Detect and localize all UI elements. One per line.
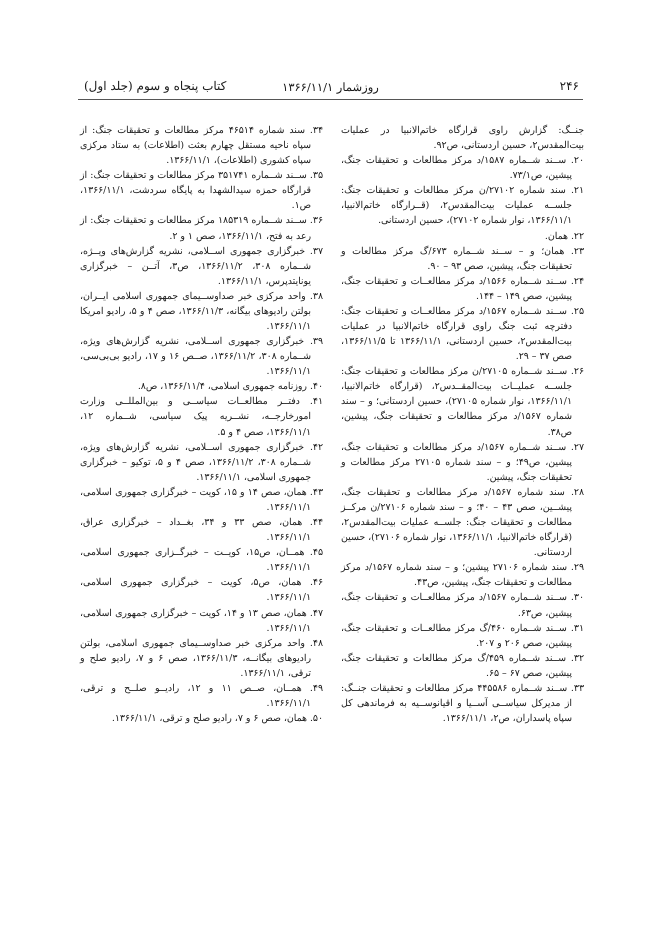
note: ۲۲. همان. — [544, 230, 584, 242]
page-number: ۲۴۶ — [559, 79, 579, 93]
note: ۲۱. سند شماره ۲۷۱۰۲/ن مرکز مطالعات و تحقیقات جنگ: جلســه عملیات بیت‌المقدس۲، (قــرارگاه خاتم‌الانبیا، ۱۳۶۶/۱۱/۱، نوار شماره ۲۷۱۰۲)، حسین اردستانی. — [341, 185, 584, 227]
note: ۲۷. ســند شــماره ۱۵۶۷/د مرکز مطالعات و تحقیقات جنگ، پیشین، ص۴۹؛ و – سند شماره ۲۷۱۰۵ مرکز مطالعات و تحقیقات جنگ، پیشین. — [341, 441, 584, 483]
note: ۲۵. ســند شــماره ۱۵۶۷/د مرکز مطالعــات و تحقیقات جنگ: دفترچه ثبت جنگ راوی قرارگاه خاتم‌الانبیا در عملیات بیت‌المقدس۲، حسین اردستانی، ۱۳۶۶/۱۱/۱ تا ۱۳۶۶/۱۱/۵، صص ۳۷ – ۲۹. — [341, 305, 584, 363]
book-title: کتاب پنجاه و سوم (جلد اول) — [84, 79, 227, 93]
note: ۳۱. ســند شــماره ۴۶۰/گ مرکز مطالعــات و تحقیقات جنگ، پیشین، صص ۲۰۶ و ۲۰۷. — [341, 622, 584, 649]
note: ۴۳. همان، صص ۱۴ و ۱۵، کویت – خبرگزاری جمهوری اسلامی، ۱۳۶۶/۱۱/۱. — [80, 486, 323, 513]
note: ۳۰. ســند شــماره ۱۵۶۷/د مرکز مطالعــات و تحقیقات جنگ، پیشین، ص۶۳. — [341, 592, 584, 619]
note: ۴۱. دفتــر مطالعــات سیاســی و بین‌المللــی وزارت امورخارجــه، نشــریه پیک سیاسی، شــماره ۱۲، ۱۳۶۶/۱۱/۱، صص ۴ و ۵. — [80, 396, 323, 438]
note: ۳۵. ســند شــماره ۳۵۱۷۴۱ مرکز مطالعات و تحقیقات جنگ: از قرارگاه حمزه سیدالشهدا به پایگاه سردشت، ۱۳۶۶/۱۱/۱، ص۱. — [80, 170, 323, 212]
note: ۴۴. همان، صص ۳۳ و ۳۴، بغــداد – خبرگزاری عراق، ۱۳۶۶/۱۱/۱. — [80, 517, 323, 544]
note: ۲۰. ســند شــماره ۱۵۸۷/د مرکز مطالعات و تحقیقات جنگ، پیشین، ص۷۳/۱. — [341, 155, 584, 182]
page-header — [78, 70, 583, 100]
note: ۲۴. ســند شــماره ۱۵۶۶/د مرکز مطالعــات و تحقیقات جنگ، پیشین، صص ۱۴۹ – ۱۴۴. — [341, 275, 584, 302]
header-rule — [78, 99, 583, 100]
note: ۴۲. خبرگزاری جمهوری اســلامی، نشریه گزارش‌های ویژه، شــماره ۳۰۸، ۱۳۶۶/۱۱/۲، صص ۴ و ۵، توکیو – خبرگزاری جمهوری اسلامی، ۱۳۶۶/۱۱/۱. — [80, 441, 323, 483]
note: ۳۲. ســند شــماره ۴۵۹/گ مرکز مطالعات و تحقیقات جنگ، پیشین، صص ۶۷ – ۶۵. — [341, 652, 584, 679]
note: ۳۹. خبرگزاری جمهوری اســلامی، نشریه گزارش‌های ویژه، شــماره ۳۰۸، ۱۳۶۶/۱۱/۲، صــص ۱۶ و ۱۷، رادیو بی‌بی‌سی، ۱۳۶۶/۱۱/۱. — [80, 336, 323, 378]
note: جنــگ: گزارش راوی قرارگاه خاتم‌الانبیا در عملیات بیت‌المقدس۲، حسین اردستانی، ص۹۲. — [341, 125, 584, 152]
notes-column-left — [80, 123, 323, 726]
note: ۳۷. خبرگزاری جمهوری اســلامی، نشریه گزارش‌های ویــژه، شــماره ۳۰۸، ۱۳۶۶/۱۱/۲، ص۳، آتــن – خبرگزاری یونایتدپرس، ۱۳۶۶/۱۱/۱. — [80, 245, 323, 287]
note: ۳۴. سند شماره ۴۶۵۱۴ مرکز مطالعات و تحقیقات جنگ: از سپاه ناحیه مستقل چهارم بعثت (اطلاعات) به ستاد مرکزی سپاه کشوری (اطلاعات)، ۱۳۶۶/۱۱/۱. — [80, 125, 323, 167]
note: ۲۶. ســند شــماره ۲۷۱۰۵/ن مرکز مطالعات و تحقیقات جنگ: جلســه عملیــات بیت‌المقــدس۲، (قرارگاه خاتم‌الانبیا، ۱۳۶۶/۱۱/۱، نوار شماره ۲۷۱۰۵)، حسین اردستانی؛ و – سند شماره ۱۵۶۷/د مرکز مطالعات و تحقیقات جنگ، پیشین، ص۳۸. — [341, 366, 584, 438]
note: ۴۰. روزنامه جمهوری اسلامی، ۱۳۶۶/۱۱/۴، ص۸. — [137, 381, 323, 393]
note: ۴۵. همــان، ص۱۵، کویــت – خبرگــزاری جمهوری اسلامی، ۱۳۶۶/۱۱/۱. — [80, 547, 323, 574]
note: ۲۹. سند شماره ۲۷۱۰۶ پیشین؛ و – سند شماره ۱۵۶۷/د مرکز مطالعات و تحقیقات جنگ، پیشین، ص۴۳. — [341, 562, 584, 589]
note: ۲۸. سند شماره ۱۵۶۷/د مرکز مطالعات و تحقیقات جنگ، پیشــین، صص ۴۳ – ۴۰؛ و – سند شماره ۲۷۱۰۶/ن مرکــز مطالعات و تحقیقات جنگ: جلســه عملیات بیت‌المقدس۲، (قرارگاه خاتم‌الانبیا، ۱۳۶۶/۱۱/۱، نوار شماره ۲۷۱۰۶)، حسین اردستانی. — [341, 486, 584, 559]
note: ۴۶. همان، ص۵، کویت – خبرگزاری جمهوری اسلامی، ۱۳۶۶/۱۱/۱. — [80, 577, 323, 604]
note: ۳۳. ســند شــماره ۴۴۵۵۸۶ مرکز مطالعات و تحقیقات جنــگ: از مدیرکل سیاســی آســیا و اقیانوســیه به فرماندهی کل سپاه پاسداران، ص۲، ۱۳۶۶/۱۱/۱. — [341, 682, 584, 725]
note: ۴۸. واحد مرکزی خبر صداوســیمای جمهوری اسلامی، بولتن رادیوهای بیگانــه، ۱۳۶۶/۱۱/۳، صص ۶ و ۷، رادیو صلح و ترقی، ۱۳۶۶/۱۱/۱. — [80, 637, 323, 679]
note: ۳۶. ســند شــماره ۱۸۵۳۱۹ مرکز مطالعات و تحقیقات جنگ: از رعد به فتح، ۱۳۶۶/۱۱/۱، صص ۱ و ۲. — [80, 215, 323, 242]
notes-column-right — [341, 123, 584, 726]
note: ۳۸. واحد مرکزی خبر صداوســیمای جمهوری اسلامی ایــران، بولتن رادیوهای بیگانه، ۱۳۶۶/۱۱/۳، صص ۴ و ۵، رادیو امریکا ۱۳۶۶/۱۱/۱. — [80, 290, 323, 333]
running-date-title: روزشمار ۱۳۶۶/۱۱/۱ — [282, 80, 379, 94]
note: ۲۳. همان؛ و – ســند شــماره ۶۷۳/گ مرکز مطالعات و تحقیقات جنگ، پیشین، صص ۹۳ – ۹۰. — [341, 245, 584, 272]
note: ۴۷. همان، صص ۱۳ و ۱۴، کویت – خبرگزاری جمهوری اسلامی، ۱۳۶۶/۱۱/۱. — [80, 607, 323, 634]
note: ۴۹. همــان، صــص ۱۱ و ۱۲، رادیــو صلــح و ترقی، ۱۳۶۶/۱۱/۱. — [80, 682, 323, 709]
note: ۵۰. همان، صص ۶ و ۷، رادیو صلح و ترقی، ۱۳۶۶/۱۱/۱. — [111, 713, 323, 725]
